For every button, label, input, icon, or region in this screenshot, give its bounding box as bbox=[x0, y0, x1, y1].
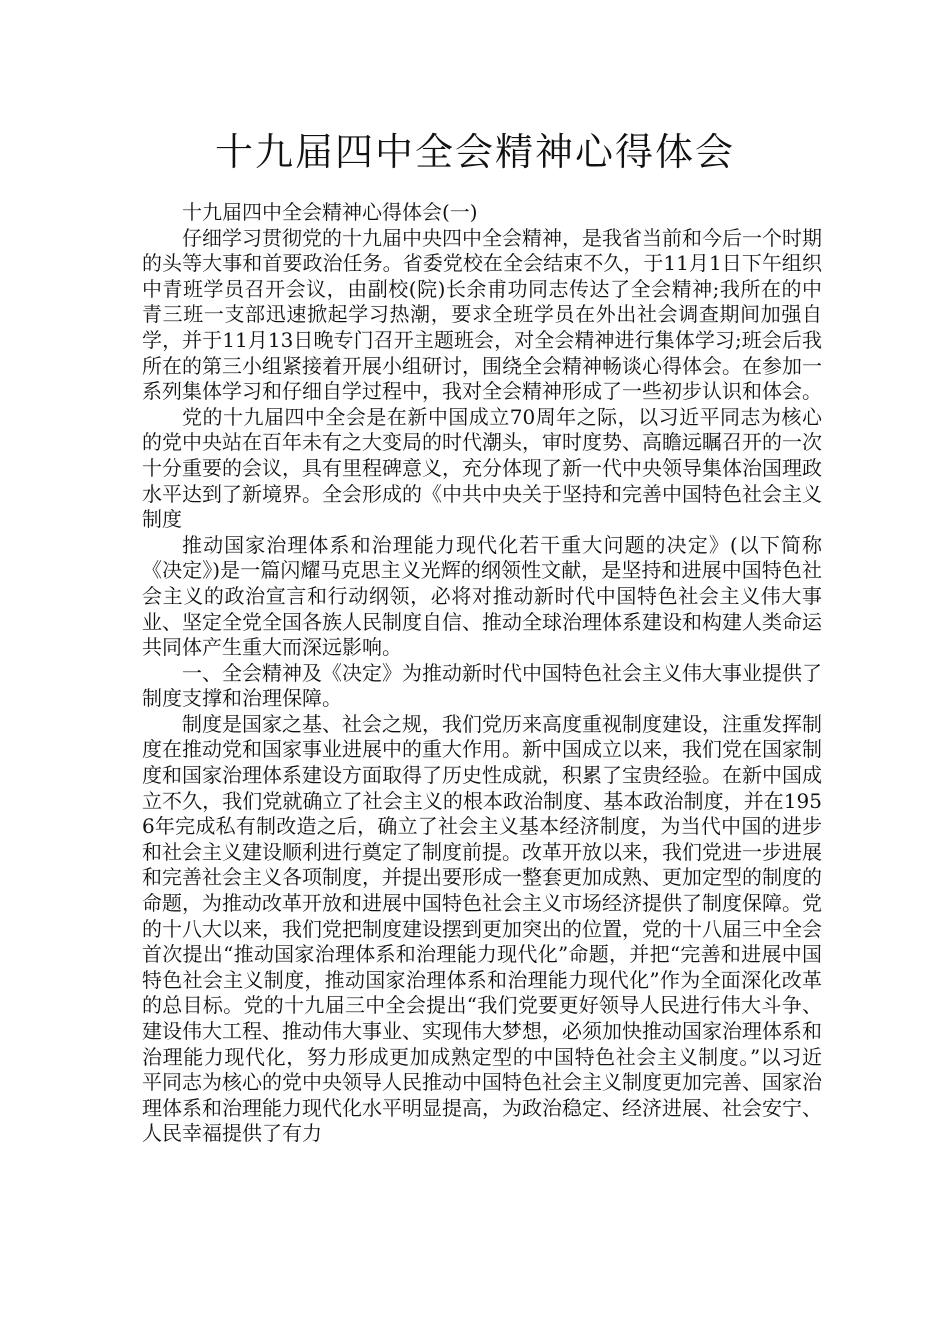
body-paragraph: 制度是国家之基、社会之规，我们党历来高度重视制度建设，注重发挥制度在推动党和国家事业进展中的重大作用。新中国成立以来，我们党在国家制度和国家治理体系建设方面取得了历史性成就，积累了宝贵经验。在新中国成立不久，我们党就确立了社会主义的根本政治制度、基本政治制度，并在1956年完成私有制改造之后，确立了社会主义基本经济制度，为当代中国的进步和社会主义建设顺利进行奠定了制度前提。改革开放以来，我们党进一步进展和完善社会主义各项制度，并提出要形成一整套更加成熟、更加定型的制度的命题，为推动改革开放和进展中国特色社会主义市场经济提供了制度保障。党的十八大以来，我们党把制度建设摆到更加突出的位置，党的十八届三中全会首次提出“推动国家治理体系和治理能力现代化”命题，并把“完善和进展中国特色社会主义制度，推动国家治理体系和治理能力现代化”作为全面深化改革的总目标。党的十九届三中全会提出“我们党要更好领导人民进行伟大斗争、建设伟大工程、推动伟大事业、实现伟大梦想，必须加快推动国家治理体系和治理能力现代化，努力形成更加成熟定型的中国特色社会主义制度。”以习近平同志为核心的党中央领导人民推动中国特色社会主义制度更加完善、国家治理体系和治理能力现代化水平明显提高，为政治稳定、经济进展、社会安宁、人民幸福提供了有力 bbox=[142, 711, 822, 1146]
body-paragraph: 推动国家治理体系和治理能力现代化若干重大问题的决定》(以下简称《决定》)是一篇闪耀马克思主义光辉的纲领性文献，是坚持和进展中国特色社会主义的政治宣言和行动纲领，必将对推动新时代中国特色社会主义伟大事业、坚定全党全国各族人民制度自信、推动全球治理体系建设和构建人类命运共同体产生重大而深远影响。 bbox=[142, 532, 822, 660]
subtitle-paragraph: 十九届四中全会精神心得体会(一) bbox=[182, 200, 478, 224]
body-paragraph: 仔细学习贯彻党的十九届中央四中全会精神，是我省当前和今后一个时期的头等大事和首要政治任务。省委党校在全会结束不久，于11月1日下午组织中青班学员召开会议，由副校(院)长余甫功同志传达了全会精神;我所在的中青三班一支部迅速掀起学习热潮，要求全班学员在外出社会调查期间加强自学，并于11月13日晚专门召开主题班会，对全会精神进行集体学习;班会后我所在的第三小组紧接着开展小组研讨，围绕全会精神畅谈心得体会。在参加一系列集体学习和仔细自学过程中，我对全会精神形成了一些初步认识和体会。 bbox=[142, 225, 822, 404]
document-title: 十九届四中全会精神心得体会 bbox=[214, 130, 735, 174]
document-body bbox=[142, 200, 822, 1147]
body-paragraph: 党的十九届四中全会是在新中国成立70周年之际，以习近平同志为核心的党中央站在百年未有之大变局的时代潮头，审时度势、高瞻远瞩召开的一次十分重要的会议，具有里程碑意义，充分体现了新一代中央领导集体治国理政水平达到了新境界。全会形成的《中共中央关于坚持和完善中国特色社会主义制度 bbox=[142, 404, 822, 532]
section-heading-paragraph: 一、全会精神及《决定》为推动新时代中国特色社会主义伟大事业提供了制度支撑和治理保障。 bbox=[142, 660, 822, 711]
